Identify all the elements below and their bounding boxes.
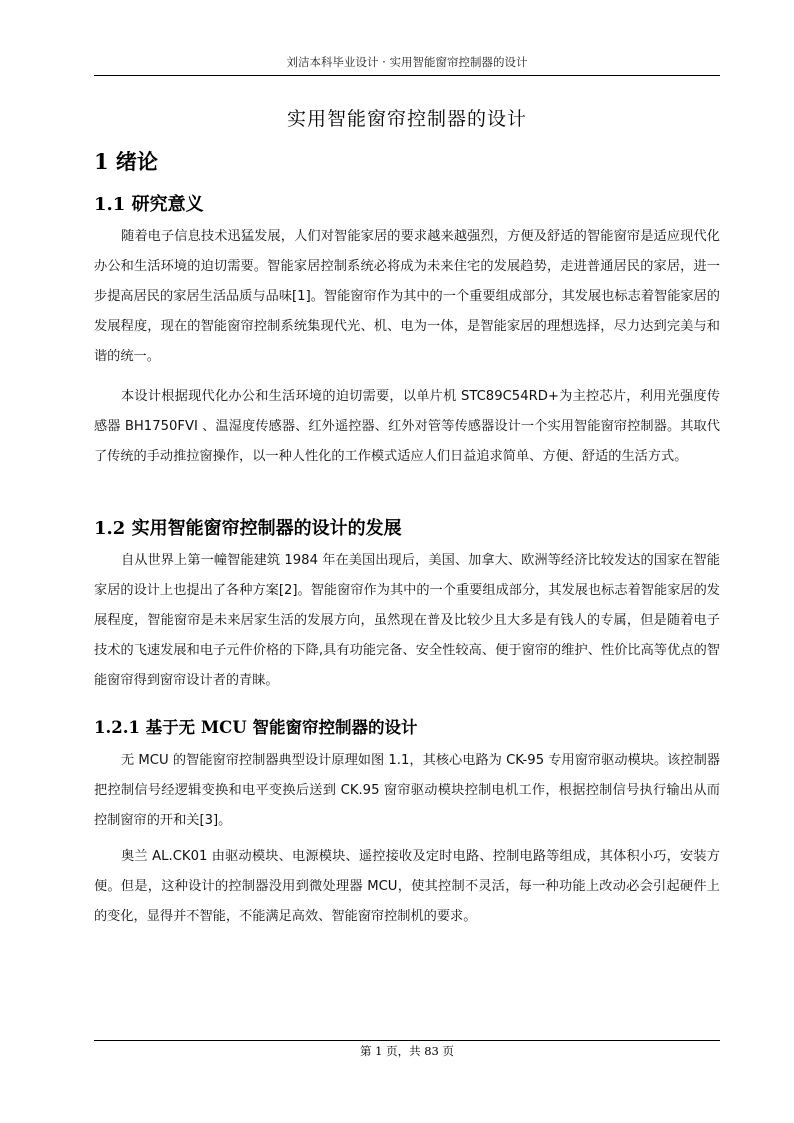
paragraph-no-mcu-design: 无 MCU 的智能窗帘控制器典型设计原理如图 1.1，其核心电路为 CK-95 专用窗帘驱动模块。该控制器把控制信号经逻辑变换和电平变换后送到 CK.95 窗帘驱动模块控制电机工作，根据控制信号执行输出从而控制窗帘的开和关[3]。 [94,753,720,828]
document-title: 实用智能窗帘控制器的设计 [286,108,527,130]
footer-divider [94,1040,720,1041]
header-divider [94,75,720,76]
running-header: 刘洁本科毕业设计 · 实用智能窗帘控制器的设计 [286,55,528,69]
section-heading-1-1: 1.1 研究意义 [94,194,204,215]
paragraph-research-significance: 随着电子信息技术迅猛发展，人们对智能家居的要求越来越强烈，方便及舒适的智能窗帘是适应现代化办公和生活环境的迫切需要。智能家居控制系统必将成为未来住宅的发展趋势，走进普通居民的家居，进一步提高居民的家居生活品质与品味[1]。智能窗帘作为其中的一个重要组成部分，其发展也标志着智能家居的发展程度，现在的智能窗帘控制系统集现代光、机、电为一体，是智能家居的理想选择，尽力达到完美与和谐的统一。 [94,229,720,364]
paragraph-aolan-controller: 奥兰 AL.CK01 由驱动模块、电源模块、遥控接收及定时电路、控制电路等组成，其体积小巧，安装方便。但是，这种设计的控制器没用到微处理器 MCU，使其控制不灵活，每一种功能上改动必会引起硬件上的变化，显得并不智能，不能满足高效、智能窗帘控制机的要求。 [94,849,720,924]
paragraph-development-history: 自从世界上第一幢智能建筑 1984 年在美国出现后，美国、加拿大、欧洲等经济比较发达的国家在智能家居的设计上也提出了各种方案[2]。智能窗帘作为其中的一个重要组成部分，其发展也标志着智能家居的发展程度，智能窗帘是未来居家生活的发展方向，虽然现在普及比较少且大多是有钱人的专属，但是随着电子技术的飞速发展和电子元件价格的下降,具有功能完备、安全性较高、便于窗帘的维护、性价比高等优点的智能窗帘得到窗帘设计者的青睐。 [94,553,720,688]
subsection-heading-1-2-1: 1.2.1 基于无 MCU 智能窗帘控制器的设计 [94,718,418,737]
paragraph-design-overview: 本设计根据现代化办公和生活环境的迫切需要，以单片机 STC89C54RD+为主控芯片，利用光强度传感器 BH1750FVI 、温湿度传感器、红外遥控器、红外对管等传感器设计一个实用智能窗帘控制器。其取代了传统的手动推拉窗操作，以一种人性化的工作模式适应人们日益追求简单、方便、舒适的生活方式。 [94,389,720,464]
chapter-heading: 1 绪论 [94,149,158,174]
page-number: 第 1 页，共 83 页 [359,1044,455,1058]
section-heading-1-2: 1.2 实用智能窗帘控制器的设计的发展 [94,518,402,539]
